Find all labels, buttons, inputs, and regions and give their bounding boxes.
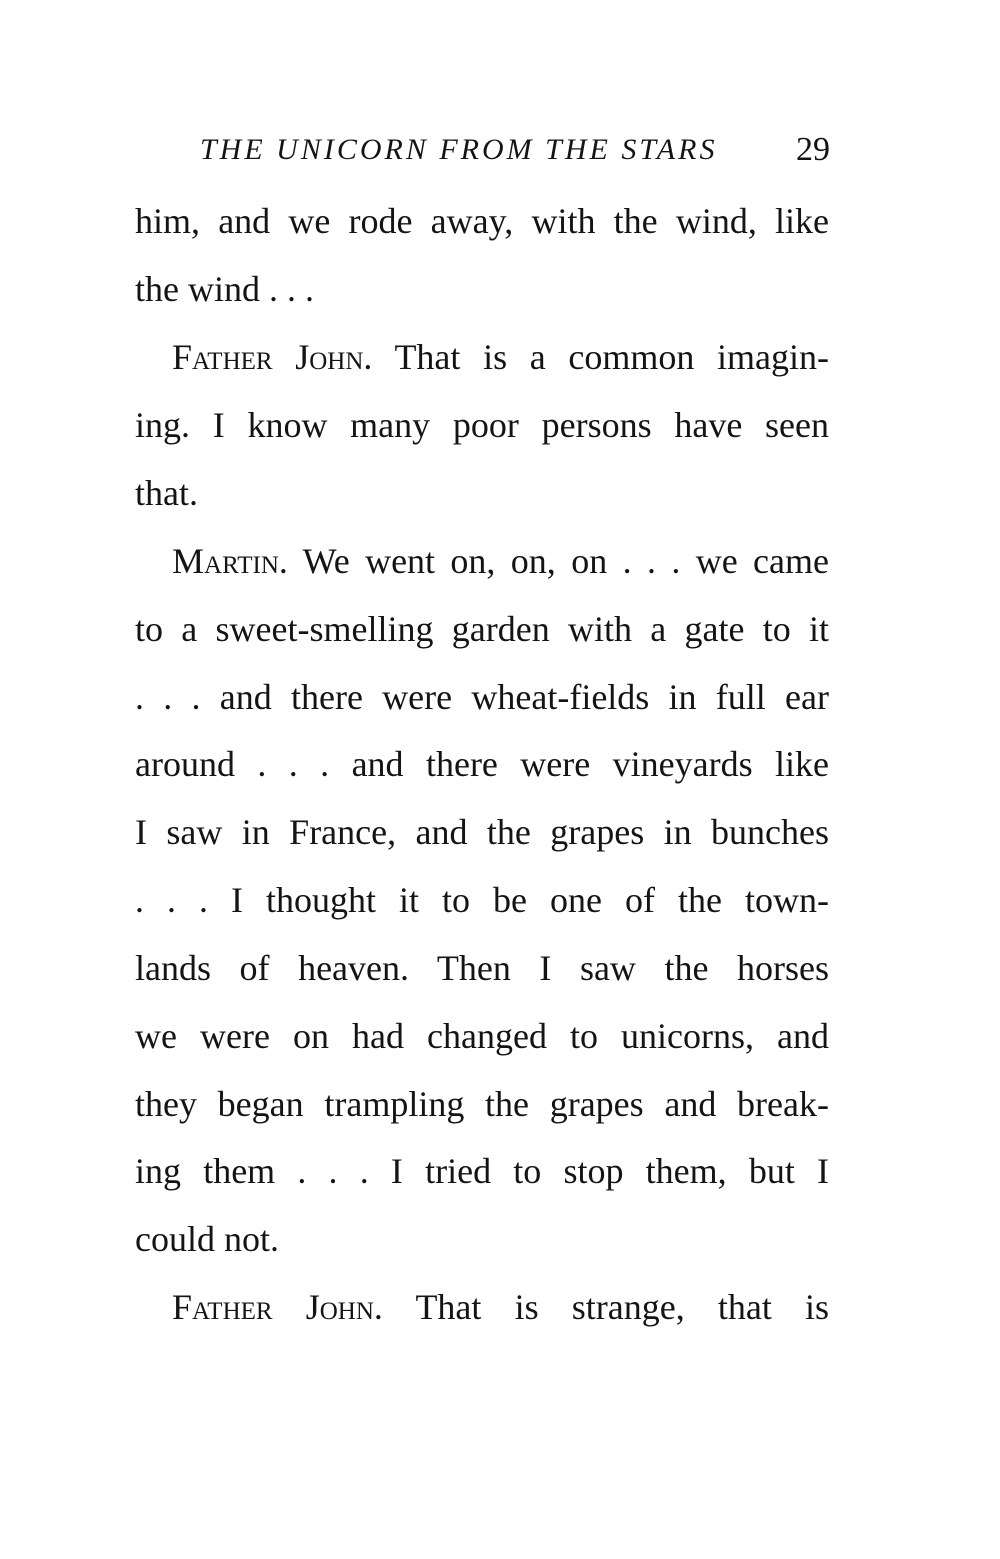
text-line bbox=[135, 808, 829, 856]
speech-line bbox=[172, 537, 829, 585]
speaker-name: Father John. bbox=[172, 1287, 383, 1327]
text-line bbox=[135, 673, 829, 721]
text-line bbox=[135, 265, 829, 313]
speech-line bbox=[172, 1283, 829, 1331]
line-text: could not. bbox=[135, 1219, 279, 1259]
speaker-name: Martin. bbox=[172, 541, 288, 581]
line-text: ing. I know many poor persons have seen bbox=[135, 405, 829, 445]
text-line bbox=[135, 1147, 829, 1195]
text-line bbox=[135, 1012, 829, 1060]
line-text: We went on, on, on . . . we came bbox=[302, 541, 829, 581]
line-text: that. bbox=[135, 473, 198, 513]
line-text: around . . . and there were vineyards like bbox=[135, 744, 829, 784]
text-line bbox=[135, 605, 829, 653]
line-text: That is strange, that is bbox=[415, 1287, 830, 1327]
running-header bbox=[200, 128, 830, 172]
speech-line bbox=[172, 333, 829, 381]
line-text: lands of heaven. Then I saw the horses bbox=[135, 948, 829, 988]
line-text: to a sweet-smelling garden with a gate to it bbox=[135, 609, 829, 649]
line-text: him, and we rode away, with the wind, like bbox=[135, 201, 829, 241]
line-text: I saw in France, and the grapes in bunches bbox=[135, 812, 829, 852]
line-text: ing them . . . I tried to stop them, but I bbox=[135, 1151, 829, 1191]
running-title: THE UNICORN FROM THE STARS bbox=[200, 133, 718, 166]
text-line bbox=[135, 1215, 829, 1263]
text-line bbox=[135, 469, 829, 517]
line-text: the wind . . . bbox=[135, 269, 314, 309]
page-number: 29 bbox=[796, 131, 830, 168]
line-text: . . . and there were wheat-fields in full ear bbox=[135, 677, 829, 717]
line-text: we were on had changed to unicorns, and bbox=[135, 1016, 829, 1056]
text-line bbox=[135, 401, 829, 449]
text-line bbox=[135, 876, 829, 924]
speaker-name: Father John. bbox=[172, 337, 373, 377]
text-line bbox=[135, 1080, 829, 1128]
line-text: they began trampling the grapes and break- bbox=[135, 1084, 829, 1124]
text-line bbox=[135, 197, 829, 245]
line-text: That is a common imagin- bbox=[394, 337, 829, 377]
text-line bbox=[135, 944, 829, 992]
line-text: . . . I thought it to be one of the town- bbox=[135, 880, 829, 920]
text-line bbox=[135, 740, 829, 788]
